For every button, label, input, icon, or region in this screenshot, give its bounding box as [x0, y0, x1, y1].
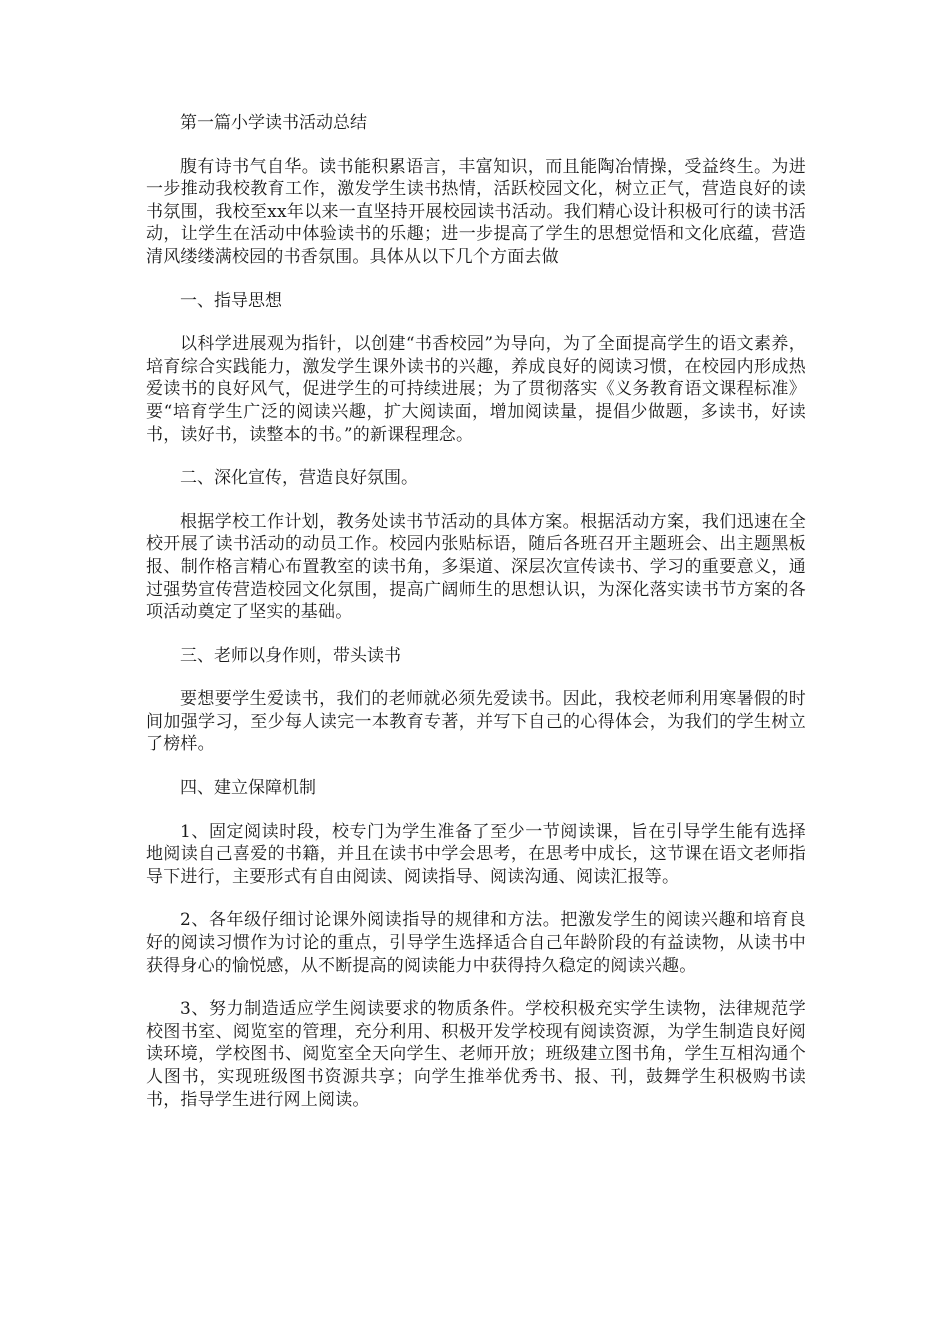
section-paragraph: 3、努力制造适应学生阅读要求的物质条件。学校积极充实学生读物，法律规范学校图书室、阅览室的管理，充分利用、积极开发学校现有阅读资源，为学生制造良好阅读环境，学校图书、阅览室全天向学生、老师开放；班级建立图书角，学生互相沟通个人图书，实现班级图书资源共享；向学生推举优秀书、报、刊，鼓舞学生积极购书读书，指导学生进行网上阅读。: [146, 999, 806, 1110]
section-heading-guiding-ideology: 一、指导思想: [180, 290, 282, 311]
section-paragraph: 2、各年级仔细讨论课外阅读指导的规律和方法。把激发学生的阅读兴趣和培育良好的阅读习惯作为讨论的重点，引导学生选择适合自己年龄阶段的有益读物，从读书中获得身心的愉悦感，从不断提高的阅读能力中获得持久稳定的阅读兴趣。: [146, 910, 806, 976]
section-paragraph: 根据学校工作计划，教务处读书节活动的具体方案。根据活动方案，我们迅速在全校开展了读书活动的动员工作。校园内张贴标语，随后各班召开主题班会、出主题黑板报、制作格言精心布置教室的读书角，多渠道、深层次宣传读书、学习的重要意义，通过强势宣传营造校园文化氛围，提高广阔师生的思想认识，为深化落实读书节方案的各项活动奠定了坚实的基础。: [146, 511, 806, 623]
section-heading-publicity: 二、深化宣传，营造良好氛围。: [180, 468, 418, 489]
section-heading-teachers-lead: 三、老师以身作则，带头读书: [180, 645, 401, 666]
intro-paragraph: 腹有诗书气自华。读书能积累语言，丰富知识，而且能陶冶情操，受益终生。为进一步推动我校教育工作，激发学生读书热情，活跃校园文化，树立正气，营造良好的读书氛围，我校至xx年以来一直坚持开展校园读书活动。我们精心设计积极可行的读书活动，让学生在活动中体验读书的乐趣；进一步提高了学生的思想觉悟和文化底蕴，营造清风缕缕满校园的书香氛围。具体从以下几个方面去做: [146, 156, 806, 267]
section-heading-guarantee-mechanism: 四、建立保障机制: [180, 778, 316, 799]
document-title: 第一篇小学读书活动总结: [180, 113, 367, 133]
section-paragraph: 要想要学生爱读书，我们的老师就必须先爱读书。因此，我校老师利用寒暑假的时间加强学习，至少每人读完一本教育专著，并写下自己的心得体会，为我们的学生树立了榜样。: [146, 689, 806, 755]
section-paragraph: 1、固定阅读时段，校专门为学生准备了至少一节阅读课，旨在引导学生能有选择地阅读自己喜爱的书籍，并且在读书中学会思考，在思考中成长，这节课在语文老师指导下进行，主要形式有自由阅读、阅读指导、阅读沟通、阅读汇报等。: [146, 821, 806, 887]
section-paragraph: 以科学进展观为指针，以创建“书香校园”为导向，为了全面提高学生的语文素养，培育综合实践能力，激发学生课外读书的兴趣，养成良好的阅读习惯，在校园内形成热爱读书的良好风气，促进学生的可持续进展；为了贯彻落实《义务教育语文课程标准》要“培育学生广泛的阅读兴趣，扩大阅读面，增加阅读量，提倡少做题，多读书，好读书，读好书，读整本的书。”的新课程理念。: [146, 334, 806, 445]
document-page: [146, 112, 806, 1132]
